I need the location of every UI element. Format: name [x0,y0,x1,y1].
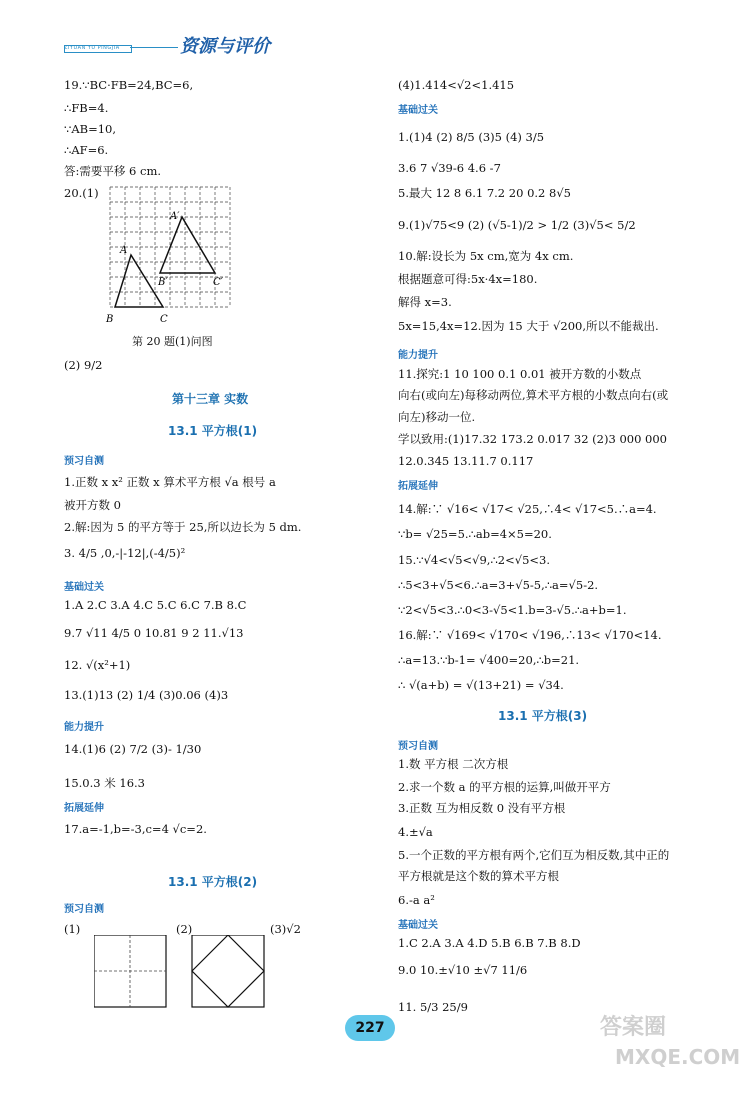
page-number: 227 [345,1015,395,1041]
text-line: 12.0.345 13.11.7 0.117 [398,454,534,468]
text-line: ∴ √(a+b) = √(13+21) = √34. [398,678,564,692]
text-line: 向右(或向左)每移动两位,算术平方根的小数点向右(或 [398,388,669,402]
section-label: 基础过关 [64,582,104,593]
section-label: 预习自测 [64,904,104,915]
chapter-title: 第十三章 实数 [172,392,249,406]
section-label: 拓展延伸 [64,803,104,814]
text-line: 9.(1)√75<9 (2) (√5-1)/2 > 1/2 (3)√5< 5/2 [398,218,636,232]
text-line: 14.(1)6 (2) 7/2 (3)- 1/30 [64,742,202,756]
text-line: 1.C 2.A 3.A 4.D 5.B 6.B 7.B 8.D [398,936,581,950]
text-line: ∵b= √25=5.∴ab=4×5=20. [398,527,552,541]
text-line: 16.解:∵ √169< √170< √196,∴13< √170<14. [398,628,662,642]
label-B: B [106,314,114,325]
text-line: 19.∵BC·FB=24,BC=6, [64,78,194,92]
section-title: 13.1 平方根(2) [168,875,258,889]
text-line: ∴FB=4. [64,101,109,115]
text-line: 5.一个正数的平方根有两个,它们互为相反数,其中正的 [398,848,670,862]
section-label: 基础过关 [398,105,438,116]
fig-label-3: (3)√2 [270,922,301,936]
text-line: 11.探究:1 10 100 0.1 0.01 被开方数的小数点 [398,367,642,381]
text-line: ∵2<√5<3.∴0<3-√5<1.b=3-√5.∴a+b=1. [398,603,627,617]
text-line: 20.(1) [64,186,99,200]
label-C: C [160,314,168,325]
text-line: 10.解:设长为 5x cm,宽为 4x cm. [398,249,574,263]
translation-grid-figure [98,185,243,325]
text-line: 根据题意可得:5x·4x=180. [398,272,538,286]
text-line: 15.0.3 米 16.3 [64,776,145,790]
text-line: 14.解:∵ √16< √17< √25,∴4< √17<5.∴a=4. [398,502,657,516]
text-line: 平方根就是这个数的算术平方根 [398,869,559,883]
text-line: 6.-a a² [398,893,435,907]
text-line: 3. 4/5 ,0,-|-12|,(-4/5)² [64,546,186,560]
text-line: 3.6 7 √39-6 4.6 -7 [398,161,501,175]
text-line: 1.正数 x x² 正数 x 算术平方根 √a 根号 a [64,475,276,489]
watermark-logo: 答案圈 [600,1015,667,1040]
header-line [130,47,178,48]
figure-caption: 第 20 题(1)问图 [132,335,213,348]
header-title: 资源与评价 [180,36,270,57]
label-B-prime: B′ [158,277,168,288]
section-title: 13.1 平方根(3) [498,709,588,723]
text-line: (2) 9/2 [64,358,103,372]
label-A: A [120,245,128,256]
text-line: (4)1.414<√2<1.415 [398,78,515,92]
text-line: 9.0 10.±√10 ±√7 11/6 [398,963,528,977]
text-line: 11. 5/3 25/9 [398,1000,468,1014]
fig-label-1: (1) [64,922,81,936]
section-label: 预习自测 [398,741,438,752]
text-line: 解得 x=3. [398,295,452,309]
label-A-prime: A′ [170,211,180,222]
text-line: 学以致用:(1)17.32 173.2 0.017 32 (2)3 000 000 [398,432,668,446]
section-label: 能力提升 [398,350,438,361]
text-line: 被开方数 0 [64,498,121,512]
section-title: 13.1 平方根(1) [168,424,258,438]
text-line: 向左)移动一位. [398,410,476,424]
header-small-text: ZIYUAN YU PINGJIA [64,45,120,51]
text-line: 9.7 √11 4/5 0 10.81 9 2 11.√13 [64,626,244,640]
text-line: 2.解:因为 5 的平方等于 25,所以边长为 5 dm. [64,520,302,534]
text-line: 13.(1)13 (2) 1/4 (3)0.06 (4)3 [64,688,229,702]
watermark-url: MXQE.COM [615,1045,741,1069]
text-line: ∴AF=6. [64,143,109,157]
text-line: 4.±√a [398,825,433,839]
text-line: 3.正数 互为相反数 0 没有平方根 [398,801,566,815]
text-line: 1.(1)4 (2) 8/5 (3)5 (4) 3/5 [398,130,545,144]
text-line: 2.求一个数 a 的平方根的运算,叫做开平方 [398,780,611,794]
text-line: 12. √(x²+1) [64,658,131,672]
text-line: 1.A 2.C 3.A 4.C 5.C 6.C 7.B 8.C [64,598,247,612]
section-label: 基础过关 [398,920,438,931]
text-line: 15.∵√4<√5<√9,∴2<√5<3. [398,553,550,567]
text-line: 1.数 平方根 二次方根 [398,757,509,771]
text-line: 5x=15,4x=12.因为 15 大于 √200,所以不能裁出. [398,319,659,333]
section-label: 能力提升 [64,722,104,733]
text-line: ∵AB=10, [64,122,116,136]
fig-label-2: (2) [176,922,193,936]
square-figures [94,935,274,1010]
section-label: 预习自测 [64,456,104,467]
text-line: ∴5<3+√5<6.∴a=3+√5-5,∴a=√5-2. [398,578,599,592]
section-label: 拓展延伸 [398,481,438,492]
text-line: 答:需要平移 6 cm. [64,164,162,178]
text-line: 5.最大 12 8 6.1 7.2 20 0.2 8√5 [398,186,571,200]
label-C-prime: C′ [213,277,223,288]
text-line: 17.a=-1,b=-3,c=4 √c=2. [64,822,207,836]
text-line: ∴a=13.∵b-1= √400=20,∴b=21. [398,653,580,667]
